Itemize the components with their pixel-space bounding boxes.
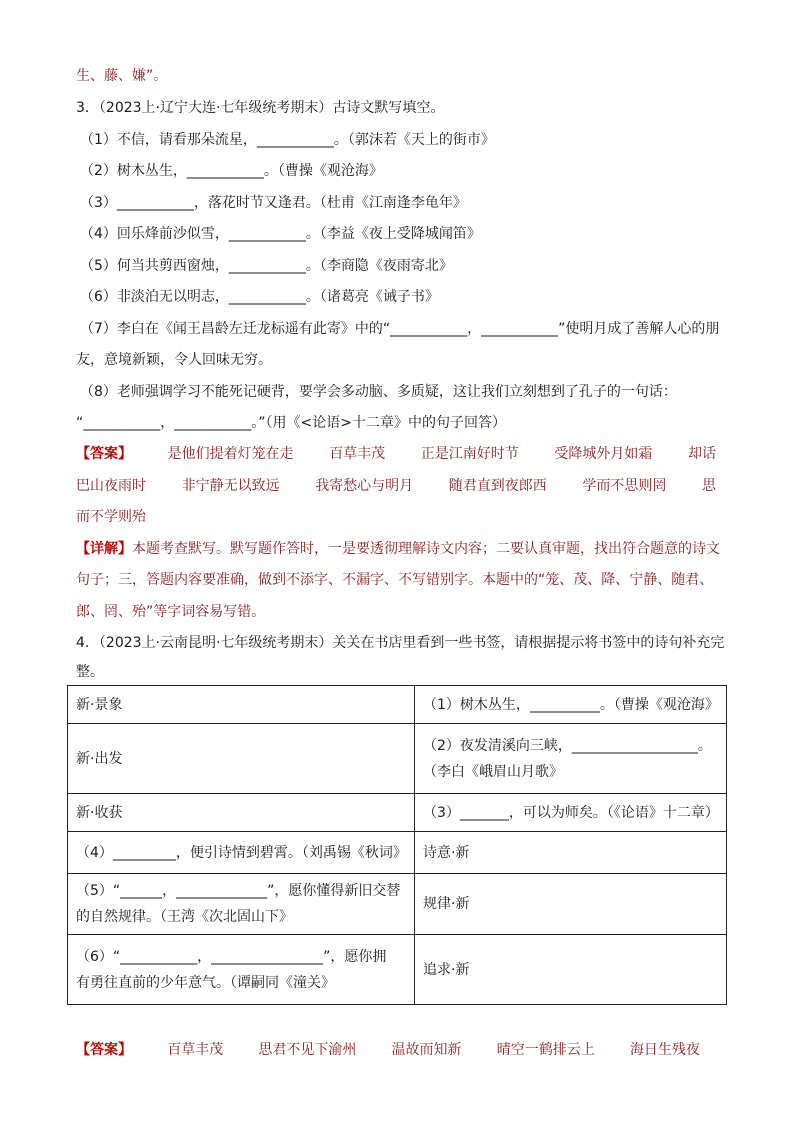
bookmark-text: （1）树木丛生，__________。（曹操《观沧海》 [423,696,719,713]
bookmark-text: （李白《峨眉山月歌》 [423,763,563,780]
q3-answer-row-1 [76,444,716,464]
q3-item-4: （4）回乐烽前沙似雪，___________。（李益《夜上受降城闻笛》 [80,226,481,242]
bookmark-cell-right [415,935,727,1005]
question-3-header: 3．（2023上·辽宁大连·七年级统考期末）古诗文默写填空。 [76,100,445,116]
bookmark-row [68,935,727,1005]
top-line: 生、藤、嫌”。 [76,68,168,84]
answer-item: 海日生残夜 [629,1042,700,1058]
bookmark-text: 新·景象 [76,696,123,713]
answer-item: 巴山夜雨时 [76,478,146,494]
q3-item-1: （1）不信，请看那朵流星，___________。（郭沫若《天上的街市》 [80,132,495,148]
bookmark-row [68,874,727,935]
answer-tag: 【答案】 [76,446,132,462]
q3-item-7-cont: 友，意境新颖，令人回味无穷。 [76,352,272,368]
bookmark-text: 规律·新 [423,896,470,912]
bookmark-row [68,794,727,832]
bookmark-cell-left [68,724,415,794]
q4-answer-row [76,1040,700,1060]
bookmark-cell-right [415,874,727,935]
q3-item-8-cont: “___________，___________。”（用《<论语>十二章》中的句子回答） [76,415,506,431]
bookmark-text: （2）夜发清溪向三峡，__________________。 [423,737,712,754]
answer-item: 受降城外月如霜 [554,446,653,462]
bookmark-cell-right [415,686,727,724]
bookmark-text: （6）“___________，________________”，愿你拥 [76,948,387,965]
answer-tag: 【答案】 [76,1042,132,1058]
bookmark-cell-left [68,935,415,1005]
answer-item: 我寄愁心与明月 [315,478,414,494]
answer-item: 温故而知新 [391,1042,462,1058]
answer-item: 百草丰茂 [167,1042,224,1058]
bookmark-cell-left [68,686,415,724]
answer-item: 正是江南好时节 [420,446,519,462]
answer-item: 非宁静无以致远 [181,478,280,494]
bookmark-cell-left [68,794,415,832]
bookmark-text: （4）_________，便引诗情到碧霄。（刘禹锡《秋词》 [76,844,407,861]
q3-item-3: （3）___________，落花时节又逢君。（杜甫《江南逢李龟年》 [80,195,467,211]
bookmark-row [68,686,727,724]
bookmark-text: 新·出发 [76,750,123,767]
answer-item: 晴空一鹤排云上 [496,1042,595,1058]
q3-item-7: （7）李白在《闻王昌龄左迁龙标遥有此寄》中的“___________，___________”使明月成了善解人心的朋 [80,321,720,337]
question-4-header-cont: 整。 [76,664,104,680]
q3-item-2: （2）树木丛生，___________。（曹操《观沧海》 [80,163,383,179]
q3-answer-row-2 [76,476,716,496]
q3-detail-line-1 [76,539,720,559]
q3-item-6: （6）非淡泊无以明志，___________。（诸葛亮《诫子书》 [80,289,439,305]
answer-item: 思 [701,478,716,494]
answer-item: 百草丰茂 [329,446,386,462]
bookmark-row [68,724,727,794]
answer-item: 思君不见下渝州 [258,1042,357,1058]
detail-text: 本题考查默写。默写题作答时，一是要透彻理解诗文内容；二要认真审题，找出符合题意的诗文 [132,541,720,557]
bookmark-table [67,685,727,1005]
q3-item-8: （8）老师强调学习不能死记硬背，要学会多动脑、多质疑，这让我们立刻想到了孔子的一句话： [80,384,677,400]
answer-item: 却话 [687,446,716,462]
q3-detail-line-2: 句子；三，答题内容要准确，做到不添字、不漏字、不写错别字。本题中的“笼、茂、降、宁静、随君、 [76,572,714,588]
answer-item: 学而不思则罔 [582,478,667,494]
bookmark-cell-right [415,724,727,794]
bookmark-text: （5）“______，_____________”，愿你懂得新旧交替 [76,883,401,899]
q3-answer-row-3: 而不学则殆 [76,509,146,525]
question-4-header: 4．（2023上·云南昆明·七年级统考期末）关关在书店里看到一些书签，请根据提示将书签中的诗句补充完 [76,635,725,651]
bookmark-text: 诗意·新 [423,844,470,861]
bookmark-cell-right [415,794,727,832]
answer-item: 是他们提着灯笼在走 [167,446,294,462]
answer-item: 随君直到夜郎西 [448,478,547,494]
bookmark-cell-right [415,832,727,874]
bookmark-text: （3）_______，可以为师矣。（《论语》十二章） [423,804,719,821]
q3-detail-line-3: 郎、罔、殆”等字词容易写错。 [76,604,266,620]
bookmark-text: 新·收获 [76,804,123,821]
bookmark-text: 有勇往直前的少年意气。（谭嗣同《潼关》 [76,974,335,991]
q3-item-5: （5）何当共剪西窗烛，___________。（李商隐《夜雨寄北》 [80,258,453,274]
bookmark-cell-left [68,832,415,874]
bookmark-text: 追求·新 [423,961,470,978]
bookmark-text: 的自然规律。（王湾《次北固山下》 [76,909,293,925]
bookmark-row [68,832,727,874]
bookmark-cell-left [68,874,415,935]
detail-tag: 【详解】 [76,541,132,557]
